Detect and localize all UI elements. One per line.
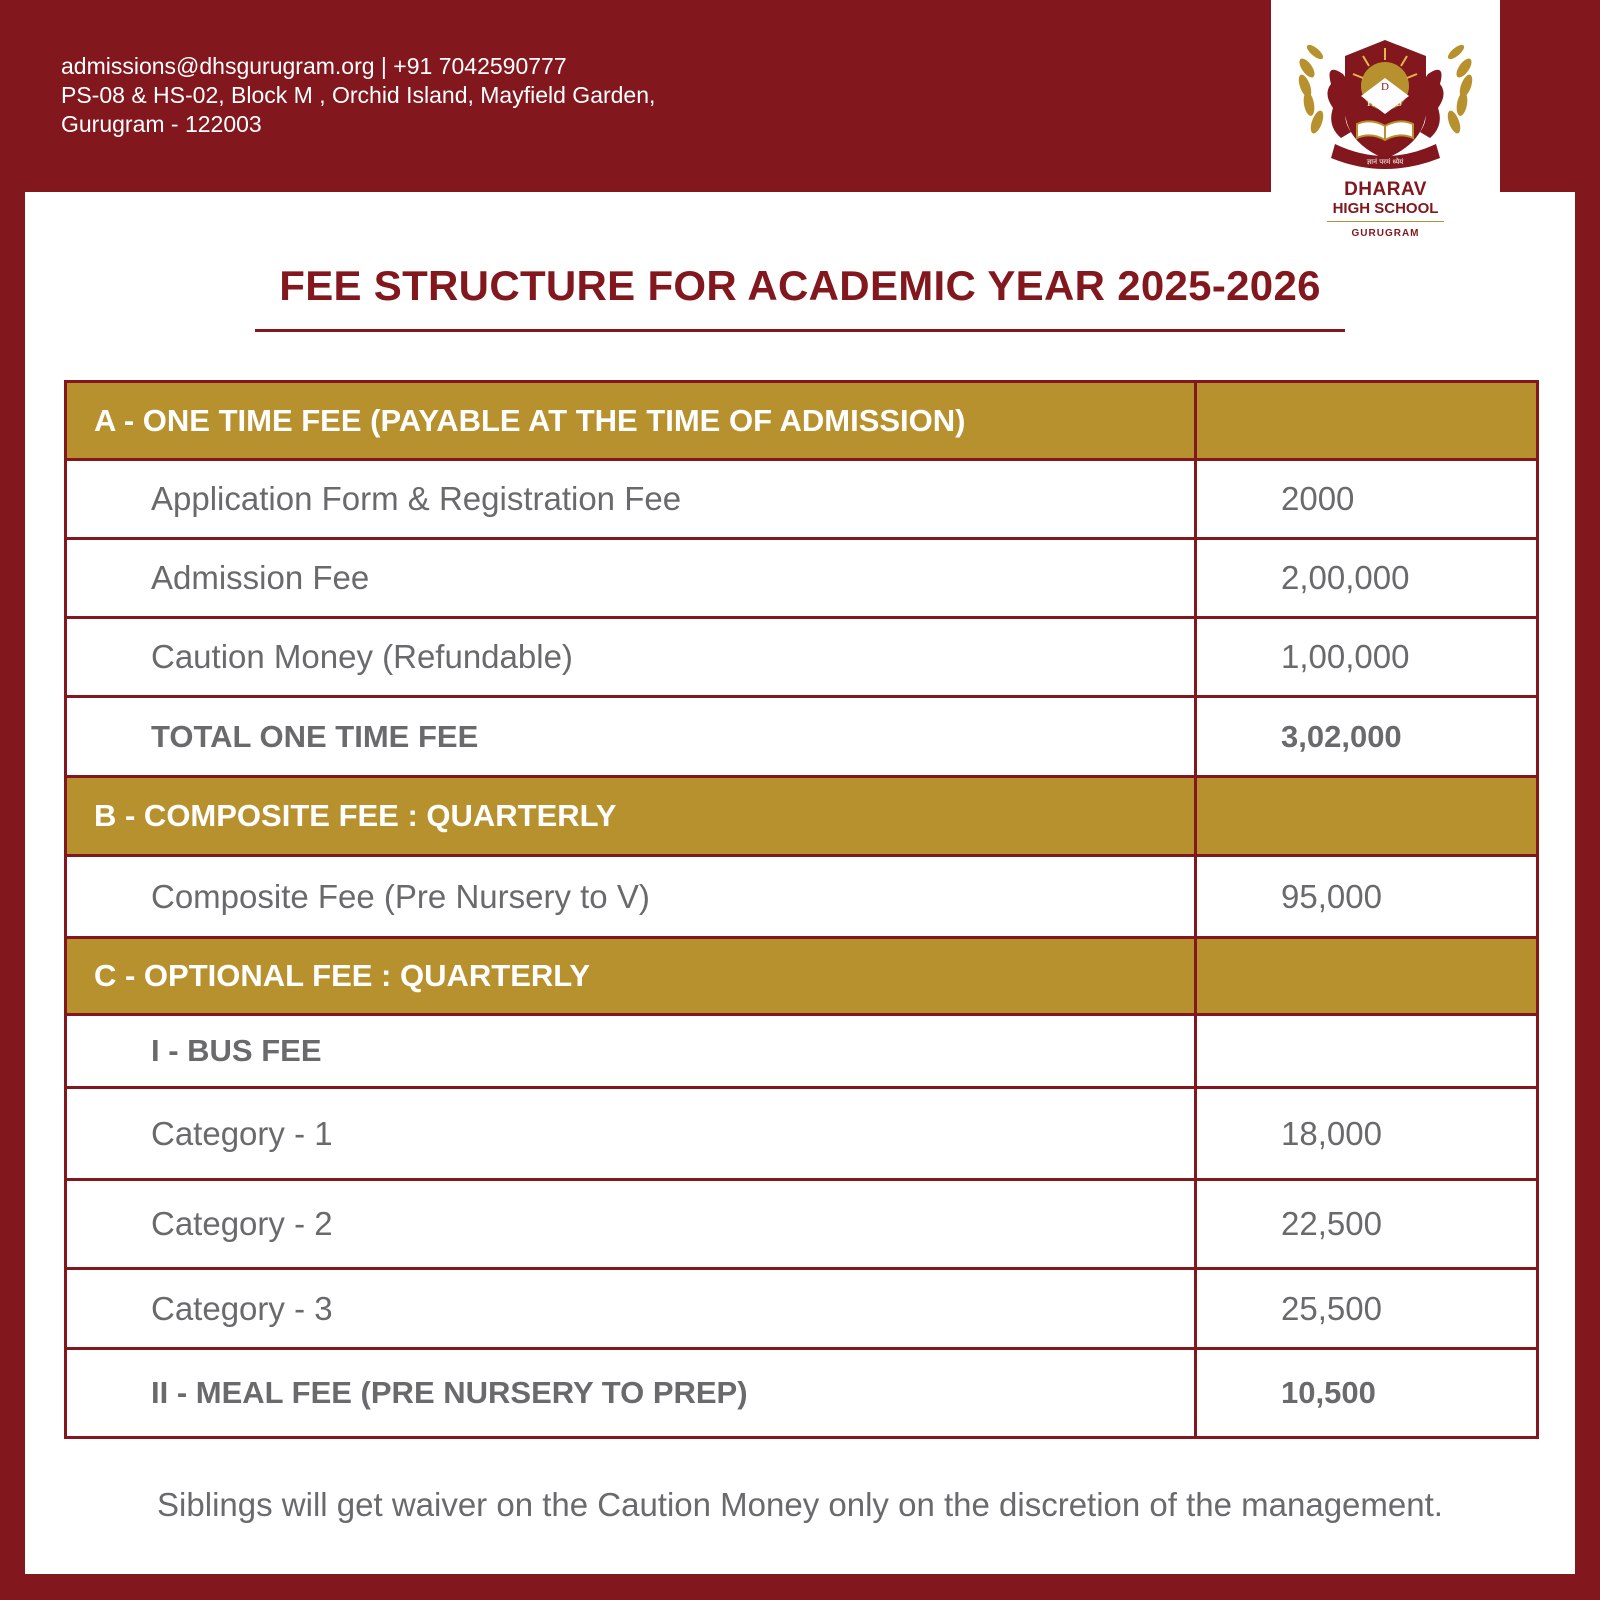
section-a-blank [1196, 382, 1538, 460]
school-logo [1271, 0, 1500, 245]
section-c-heading: C - OPTIONAL FEE : QUARTERLY [66, 938, 1196, 1015]
fee-label: Category - 1 [66, 1088, 1196, 1180]
contact-address-line2: Gurugram - 122003 [61, 111, 262, 137]
monogram-h: H [1367, 97, 1375, 109]
fee-label: Admission Fee [66, 539, 1196, 618]
section-c-header [66, 938, 1538, 1015]
monogram-d: D [1381, 81, 1389, 93]
footnote: Siblings will get waiver on the Caution Money only on the discretion of the management. [157, 1486, 1443, 1523]
fee-table [64, 380, 1539, 1439]
motto: ज्ञानं परमं ध्येयं [1366, 158, 1404, 166]
table-row [66, 1269, 1538, 1349]
table-row [66, 460, 1538, 539]
fee-value: 2,00,000 [1196, 539, 1538, 618]
table-row-total [66, 1349, 1538, 1438]
fee-value: 95,000 [1196, 856, 1538, 938]
fee-value: 25,500 [1196, 1269, 1538, 1349]
page-title: FEE STRUCTURE FOR ACADEMIC YEAR 2025-2026 [279, 262, 1321, 309]
fee-label: Application Form & Registration Fee [66, 460, 1196, 539]
contact-address-line1: PS-08 & HS-02, Block M , Orchid Island, Mayfield Garden, [61, 82, 656, 108]
section-b-heading: B - COMPOSITE FEE : QUARTERLY [66, 777, 1196, 856]
school-name-line2: HIGH SCHOOL [1332, 200, 1439, 217]
title-underline [255, 329, 1345, 332]
fee-label: Category - 3 [66, 1269, 1196, 1349]
school-city: GURUGRAM [1351, 228, 1420, 239]
table-row [66, 856, 1538, 938]
logo-divider [1327, 221, 1444, 222]
fee-label: Composite Fee (Pre Nursery to V) [66, 856, 1196, 938]
section-b-header [66, 777, 1538, 856]
table-row-total [66, 697, 1538, 777]
contact-email-phone: admissions@dhsgurugram.org | +91 7042590777 [61, 53, 567, 79]
section-a-header [66, 382, 1538, 460]
school-name-line1: DHARAV [1344, 179, 1427, 200]
fee-value: 2000 [1196, 460, 1538, 539]
fee-value: 18,000 [1196, 1088, 1538, 1180]
fee-label: I - BUS FEE [66, 1015, 1196, 1088]
fee-value [1196, 1015, 1538, 1088]
table-row [66, 1180, 1538, 1269]
section-a-heading: A - ONE TIME FEE (PAYABLE AT THE TIME OF ADMISSION) [66, 382, 1196, 460]
fee-label: Caution Money (Refundable) [66, 618, 1196, 697]
fee-value: 22,500 [1196, 1180, 1538, 1269]
table-row [66, 539, 1538, 618]
table-row [66, 1088, 1538, 1180]
table-row [66, 618, 1538, 697]
contact-info [61, 52, 655, 139]
fee-label: II - MEAL FEE (PRE NURSERY TO PREP) [66, 1349, 1196, 1438]
fee-label: TOTAL ONE TIME FEE [66, 697, 1196, 777]
section-b-blank [1196, 777, 1538, 856]
table-row-subheading [66, 1015, 1538, 1088]
crest-icon [1295, 34, 1476, 174]
section-c-blank [1196, 938, 1538, 1015]
fee-label: Category - 2 [66, 1180, 1196, 1269]
fee-value: 1,00,000 [1196, 618, 1538, 697]
fee-value: 3,02,000 [1196, 697, 1538, 777]
fee-value: 10,500 [1196, 1349, 1538, 1438]
monogram-s: S [1395, 97, 1403, 109]
